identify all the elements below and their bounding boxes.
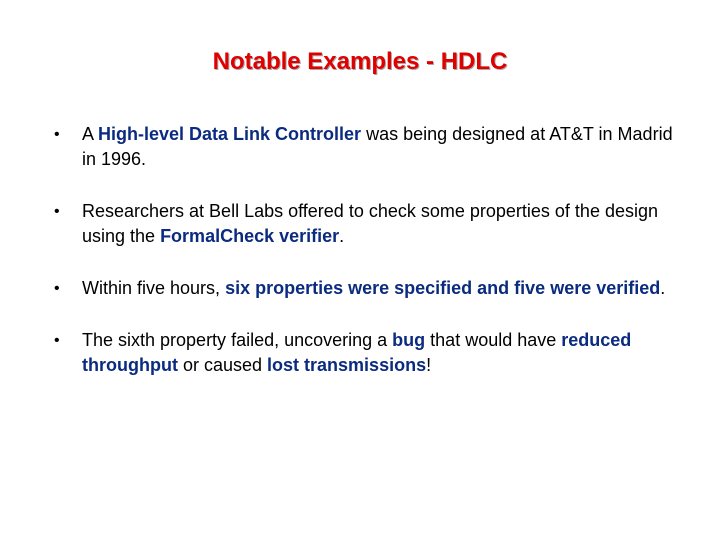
bullet-text	[82, 201, 658, 246]
text-segment: or caused	[177, 355, 268, 375]
bullet-text	[82, 278, 665, 298]
bullet-text	[82, 330, 631, 375]
highlight-segment: High-level Data Link Controller	[98, 124, 362, 144]
highlight-segment: FormalCheck verifier	[160, 226, 340, 246]
highlight-segment: lost transmissions	[267, 355, 427, 375]
bullet-item	[52, 199, 682, 249]
highlight-segment: six properties were specified and five were verified	[225, 278, 661, 298]
bullet-item	[52, 328, 682, 378]
text-segment: .	[339, 226, 345, 246]
bullet-marker: •	[54, 126, 60, 143]
highlight-segment: bug	[392, 330, 426, 350]
text-segment: .	[660, 278, 666, 298]
slide-title: Notable Examples - HDLC	[212, 48, 508, 75]
bullet-item	[52, 122, 682, 172]
text-segment: A	[82, 124, 99, 144]
text-segment: !	[426, 355, 432, 375]
text-segment: was being designed at AT&T in Madrid in 1996.	[82, 124, 673, 169]
bullet-item	[52, 276, 682, 301]
bullet-list	[52, 122, 682, 405]
text-segment: that would have	[425, 330, 562, 350]
bullet-marker: •	[54, 203, 60, 220]
bullet-text	[82, 124, 673, 169]
text-segment: The sixth property failed, uncovering a	[82, 330, 393, 350]
bullet-marker: •	[54, 332, 60, 349]
bullet-marker: •	[54, 280, 60, 297]
text-segment: Researchers at Bell Labs offered to check some properties of the design using the	[82, 201, 658, 246]
highlight-segment: reduced throughput	[82, 330, 632, 375]
text-segment: Within five hours,	[82, 278, 226, 298]
